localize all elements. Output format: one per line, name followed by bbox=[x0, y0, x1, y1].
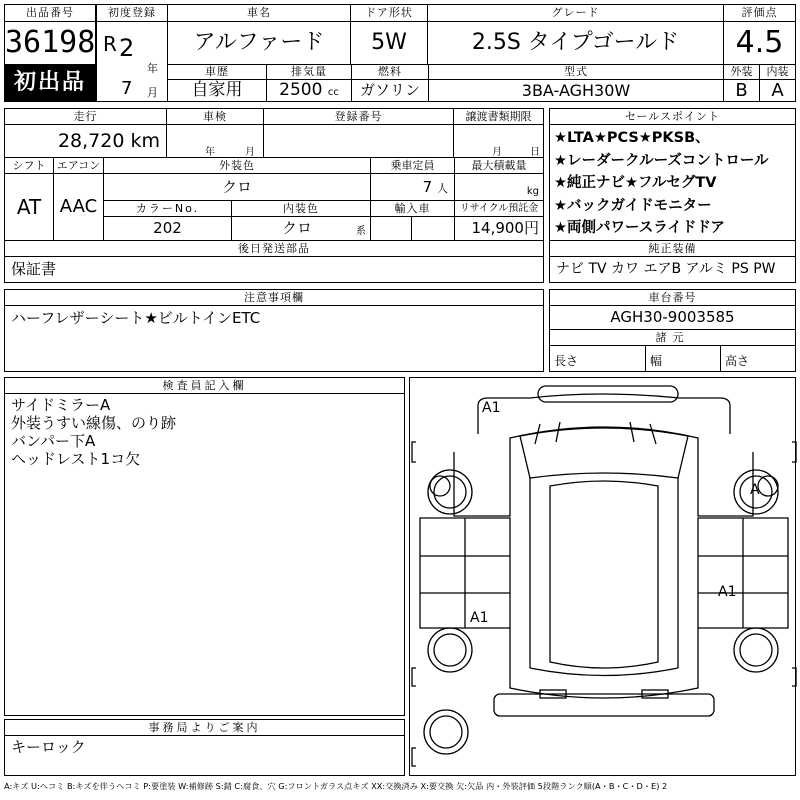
legend: A:キズ U:ヘコミ B:キズを伴うヘコミ P:要塗装 W:補修跡 S:錆 C:腐食、穴 G:フロントガラス点キズ XX:交換済み X:要交換 欠:欠品 内・外装評価 5段階ランク順(A・B・C・D・E) 2 bbox=[4, 781, 668, 791]
sales-point-line: ★バックガイドモニター bbox=[554, 197, 712, 214]
door-type: 5W bbox=[350, 21, 428, 65]
grade: 2.5S タイプゴールド bbox=[427, 21, 724, 65]
color-no-label: カラーNo. bbox=[103, 200, 232, 217]
door-label: ドア形状 bbox=[350, 4, 428, 22]
model-label: 型式 bbox=[428, 64, 724, 80]
history-label: 車歴 bbox=[167, 64, 267, 80]
caution-text: ハーフレザーシート★ビルトインETC bbox=[4, 305, 544, 372]
chassis-number: AGH30-9003585 bbox=[549, 305, 796, 330]
damage-mark-front-left: A1 bbox=[482, 400, 501, 416]
ext-label: 外装 bbox=[723, 64, 760, 80]
mileage: 28,720 bbox=[57, 130, 125, 152]
reg-year: 2 bbox=[119, 34, 135, 62]
height-label: 高さ bbox=[725, 354, 750, 368]
mileage-unit: km bbox=[130, 130, 160, 152]
first-listing-badge: 初出品 bbox=[4, 64, 96, 102]
inspector-line: バンパー下A bbox=[11, 432, 96, 450]
dims-length bbox=[549, 345, 646, 372]
car-name: アルファード bbox=[167, 21, 351, 65]
int-color: クロ bbox=[282, 219, 313, 237]
shift-label: シフト bbox=[4, 157, 54, 174]
int-label: 内装 bbox=[759, 64, 796, 80]
equipment: ナビ TV カワ エアB アルミ PS PW bbox=[549, 256, 796, 283]
load-unit: kg bbox=[526, 186, 539, 197]
length-label: 長さ bbox=[554, 354, 579, 368]
sales-points-label: セールスポイント bbox=[549, 108, 796, 125]
office-text: キーロック bbox=[4, 735, 405, 776]
int-color-value bbox=[231, 216, 371, 241]
ext-color: クロ bbox=[103, 173, 371, 201]
capacity-unit: 人 bbox=[437, 182, 448, 195]
displacement-unit: cc bbox=[327, 87, 339, 98]
import-label: 輸入車 bbox=[370, 200, 455, 217]
inspection-year-unit: 年 bbox=[205, 147, 215, 158]
displacement-value bbox=[266, 79, 352, 102]
int-color-label: 内装色 bbox=[231, 200, 371, 217]
capacity: 7 bbox=[422, 178, 433, 196]
sales-points bbox=[549, 124, 796, 241]
dims-width bbox=[645, 345, 721, 372]
ac: AAC bbox=[53, 173, 104, 241]
int-grade: A bbox=[759, 79, 796, 102]
score: 4.5 bbox=[723, 21, 796, 65]
later-label: 後日発送部品 bbox=[4, 240, 544, 257]
ext-color-label: 外装色 bbox=[103, 157, 371, 174]
inspection-label: 車検 bbox=[166, 108, 264, 125]
inspector-line: サイドミラーA bbox=[11, 396, 111, 414]
capacity-value bbox=[370, 173, 455, 201]
capacity-label: 乗車定員 bbox=[370, 157, 455, 174]
displacement: 2500 bbox=[279, 80, 323, 100]
grade-label: グレード bbox=[427, 4, 724, 22]
inspector-notes bbox=[4, 393, 405, 716]
inspection-date bbox=[166, 124, 264, 158]
inspection-month-unit: 月 bbox=[245, 147, 255, 158]
import-value bbox=[370, 216, 412, 241]
chassis-label: 車台番号 bbox=[549, 289, 796, 306]
inspector-line: 外装うすい線傷、のり跡 bbox=[11, 414, 177, 432]
inspector-label: 検査員記入欄 bbox=[4, 377, 405, 394]
recycle-value bbox=[454, 216, 544, 241]
transfer-month-unit: 月 bbox=[492, 147, 502, 158]
plate-label: 登録番号 bbox=[263, 108, 454, 125]
displacement-label: 排気量 bbox=[266, 64, 352, 80]
lot-no-label: 出品番号 bbox=[4, 4, 96, 22]
damage-diagram bbox=[409, 377, 796, 776]
equipment-label: 純正装備 bbox=[549, 240, 796, 257]
damage-mark-right-wheel: A bbox=[750, 482, 760, 498]
fuel: ガソリン bbox=[351, 79, 429, 102]
transfer-day-unit: 日 bbox=[530, 147, 540, 158]
int-color-unit: 系 bbox=[356, 226, 366, 237]
score-label: 評価点 bbox=[723, 4, 796, 22]
car-name-label: 車名 bbox=[167, 4, 351, 22]
recycle: 14,900 bbox=[471, 219, 524, 237]
lot-no: 36198 bbox=[4, 21, 96, 65]
sales-point-line: ★レーダークルーズコントロール bbox=[554, 152, 769, 169]
reg-label: 初度登録 bbox=[96, 4, 168, 22]
ac-label: エアコン bbox=[53, 157, 104, 174]
sales-point-line: ★両側パワースライドドア bbox=[554, 220, 725, 236]
caution-label: 注意事項欄 bbox=[4, 289, 544, 306]
damage-mark-lower-right: A1 bbox=[718, 584, 737, 600]
history: 自家用 bbox=[167, 79, 267, 102]
reg-date bbox=[96, 21, 168, 102]
transfer-date bbox=[453, 124, 544, 158]
later-parts: 保証書 bbox=[4, 256, 544, 283]
color-no: 202 bbox=[103, 216, 232, 241]
plate-value bbox=[263, 124, 454, 158]
dims-label: 諸元 bbox=[549, 329, 796, 346]
load-label: 最大積載量 bbox=[454, 157, 544, 174]
car-outline bbox=[410, 378, 797, 777]
recycle-unit: 円 bbox=[523, 219, 539, 237]
mileage-value bbox=[4, 124, 167, 158]
load-value bbox=[454, 173, 544, 201]
shift: AT bbox=[4, 173, 54, 241]
reg-month-unit: 月 bbox=[147, 86, 158, 99]
reg-era: R bbox=[103, 32, 117, 56]
recycle-label: リサイクル預託金 bbox=[454, 200, 544, 217]
damage-mark-lower-left: A1 bbox=[470, 610, 489, 626]
fuel-label: 燃料 bbox=[351, 64, 429, 80]
dims-height bbox=[720, 345, 796, 372]
sales-point-line: ★LTA★PCS★PKSB、 bbox=[554, 130, 710, 146]
ext-grade: B bbox=[723, 79, 760, 102]
model: 3BA-AGH30W bbox=[428, 79, 724, 102]
import-value-2 bbox=[411, 216, 455, 241]
sales-point-line: ★純正ナビ★フルセグTV bbox=[554, 175, 717, 191]
width-label: 幅 bbox=[650, 354, 663, 368]
mileage-label: 走行 bbox=[4, 108, 167, 125]
reg-month: 7 bbox=[121, 78, 133, 99]
transfer-label: 譲渡書類期限 bbox=[453, 108, 544, 125]
office-label: 事務局よりご案内 bbox=[4, 719, 405, 736]
reg-year-unit: 年 bbox=[147, 62, 158, 75]
inspector-line: ヘッドレスト1コ欠 bbox=[11, 450, 141, 468]
